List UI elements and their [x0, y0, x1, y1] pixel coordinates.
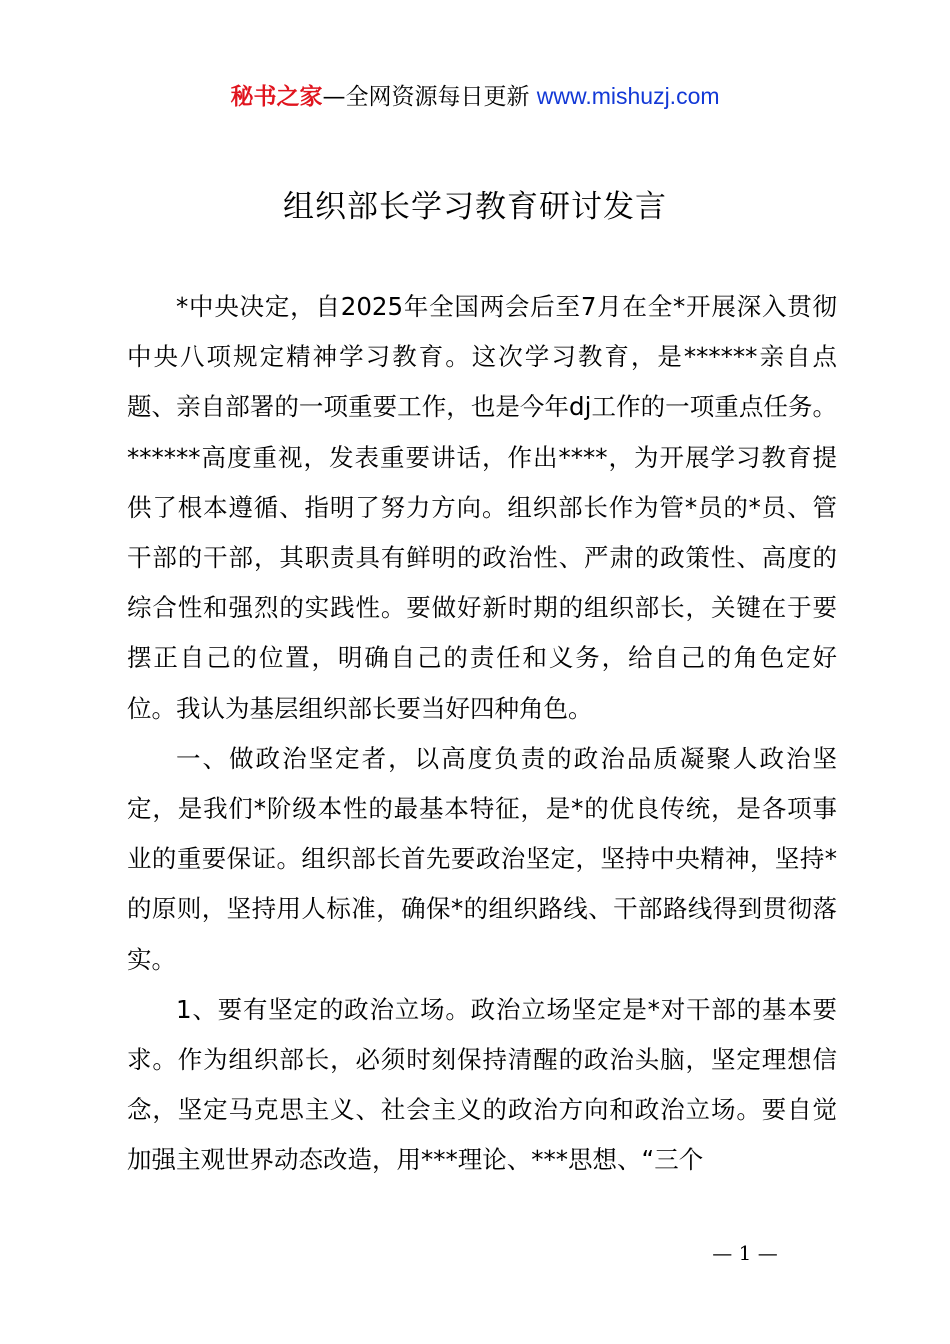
document-title: 组织部长学习教育研讨发言 [283, 189, 667, 225]
paragraph-section-1: 一、做政治坚定者，以高度负责的政治品质凝聚人政治坚定，是我们*阶级本性的最基本特征，是*的优良传统，是各项事业的重要保证。组织部长首先要政治坚定，坚持中央精神，坚持*的原则，坚持用人标准，确保*的组织路线、干部路线得到贯彻落实。 [127, 743, 837, 974]
paragraph-section-1-1: 1、要有坚定的政治立场。政治立场坚定是*对干部的基本要求。作为组织部长，必须时刻保持清醒的政治头脑，坚定理想信念，坚定马克思主义、社会主义的政治方向和政治立场。要自觉加强主观世界动态改造，用***理论、***思想、“三个 [127, 994, 837, 1175]
document-body [127, 282, 837, 1186]
paragraph-intro: *中央决定，自2025年全国两会后至7月在全*开展深入贯彻中央八项规定精神学习教育。这次学习教育，是******亲自点题、亲自部署的一项重要工作，也是今年dj工作的一项重点任务。******高度重视，发表重要讲话，作出****，为开展学习教育提供了根本遵循、指明了努力方向。组织部长作为管*员的*员、管干部的干部，其职责具有鲜明的政治性、严肃的政策性、高度的综合性和强烈的实践性。要做好新时期的组织部长，关键在于要摆正自己的位置，明确自己的责任和义务，给自己的角色定好位。我认为基层组织部长要当好四种角色。 [127, 292, 837, 723]
site-url-link[interactable]: www.mishuzj.com [536, 83, 720, 109]
brand-name: 秘书之家 [230, 84, 323, 110]
header-slogan: —全网资源每日更新 [322, 84, 537, 110]
page-number: — 1 — [712, 1241, 778, 1265]
site-header [0, 80, 950, 113]
